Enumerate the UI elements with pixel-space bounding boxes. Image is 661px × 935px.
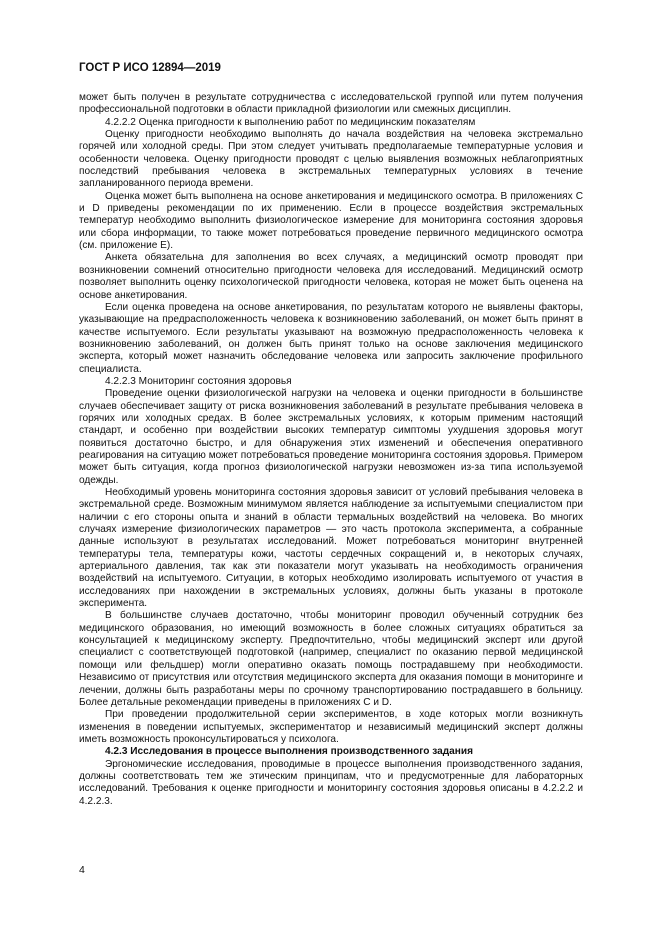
page-number: 4	[79, 864, 85, 876]
paragraph: Оценка может быть выполнена на основе анкетирования и медицинского осмотра. В приложениях С и D приведены рекомендации по их применению. Если в процессе воздействия экстремальных температур необходимо выполнить физиологическое измерение для мониторинга состояния здоровья или сбора информации, то также может потребоваться проведение первичного медицинского осмотра (см. приложение Е).	[79, 190, 583, 252]
paragraph: Проведение оценки физиологической нагрузки на человека и оценки пригодности в большинстве случаев обеспечивает защиту от риска возникновения заболеваний в результате пребывания человека в горячих или холодных средах. В более экстремальных условиях, к которым применим настоящий стандарт, и особенно при воздействии высоких температур симптомы ухудшения здоровья могут появиться достаточно быстро, и для обнаружения этих изменений и обеспечения оперативного реагирования на ситуацию может потребоваться проведение мониторинга состояния здоровья. Примером может быть ситуация, когда прогноз физиологической нагрузки невозможен из-за типа используемой одежды.	[79, 388, 583, 486]
paragraph: В большинстве случаев достаточно, чтобы мониторинг проводил обученный сотрудник без медицинского образования, но имеющий возможность в более сложных ситуациях обратиться за консультацией к медицинскому эксперту. Предпочтительно, чтобы медицинский эксперт или другой специалист с соответствующей подготовкой (например, специалист по оказанию первой медицинской помощи или фельдшер) могли оперативно оказать помощь пострадавшему при необходимости. Независимо от присутствия или отсутствия медицинского эксперта для оказания помощи в мониторинге и лечении, должны быть разработаны меры по срочному транспортированию пострадавшего в больницу. Более детальные рекомендации приведены в приложениях С и D.	[79, 610, 583, 708]
document-body	[79, 92, 583, 808]
paragraph: Необходимый уровень мониторинга состояния здоровья зависит от условий пребывания человека в экстремальной среде. Возможным минимумом является наблюдение за испытуемыми специалистом при наличии с его стороны опыта и знаний в области термальных воздействий на человека. Во многих случаях измерение физиологических параметров — это часть протокола эксперимента, а собранные данные используют в результатах исследований. Может потребоваться мониторинг внутренней температуры тела, температуры кожи, частоты сердечных сокращений и, в некоторых случаях, артериального давления, так как эти показатели могут указывать на необходимость ограничения воздействий на испытуемого. Ситуации, в которых необходимо изолировать испытуемого от участия в исследованиях при нахождении в экстремальных условиях, должны быть указаны в протоколе эксперимента.	[79, 487, 583, 610]
paragraph: Эргономические исследования, проводимые в процессе выполнения производственного задания, должны соответствовать тем же этическим принципам, что и предусмотренные для лабораторных исследований. Требования к оценке пригодности и мониторингу состояния здоровья описаны в 4.2.2.2 и 4.2.2.3.	[79, 758, 583, 807]
subsection-heading: 4.2.2.2 Оценка пригодности к выполнению работ по медицинским показателям	[105, 116, 476, 128]
paragraph: Оценку пригодности необходимо выполнять до начала воздействия на человека экстремально горячей или холодной среды. При этом следует учитывать предполагаемые температурные условия и особенности человека. Оценку пригодности проводят с целью выявления возможных неблагоприятных последствий пребывания человека в экстремальных температурных условиях в течение запланированного периода времени.	[79, 129, 583, 190]
document-header: ГОСТ Р ИСО 12894—2019	[79, 62, 221, 74]
subsection-heading: 4.2.2.3 Мониторинг состояния здоровья	[105, 375, 292, 387]
paragraph: Если оценка проведена на основе анкетирования, по результатам которого не выявлены факторы, указывающие на предрасположенность человека к возникновению заболеваний, он может быть принят в качестве испытуемого. Если результаты указывают на возможную предрасположенность человека к возникновению заболеваний, он должен быть принят только на основе заключения медицинского эксперта, который может назначить обследование человека или запросить заключение профильного специалиста.	[79, 301, 583, 375]
paragraph: Анкета обязательна для заполнения во всех случаях, а медицинский осмотр проводят при возникновении сомнений относительно пригодности человека для исследований. Медицинский осмотр позволяет выполнить оценку психологической пригодности человека, которая не может быть оценена на основе анкетирования.	[79, 252, 583, 301]
paragraph: При проведении продолжительной серии экспериментов, в ходе которых могли возникнуть изменения в поведении испытуемых, экспериментатор и независимый медицинский эксперт должны иметь возможность проконсультироваться у психолога.	[79, 709, 583, 745]
paragraph: может быть получен в результате сотрудничества с исследовательской группой или путем получения профессиональной подготовки в области прикладной физиологии или смежных дисциплин.	[79, 92, 583, 116]
section-heading: 4.2.3 Исследования в процессе выполнения производственного задания	[105, 746, 473, 758]
